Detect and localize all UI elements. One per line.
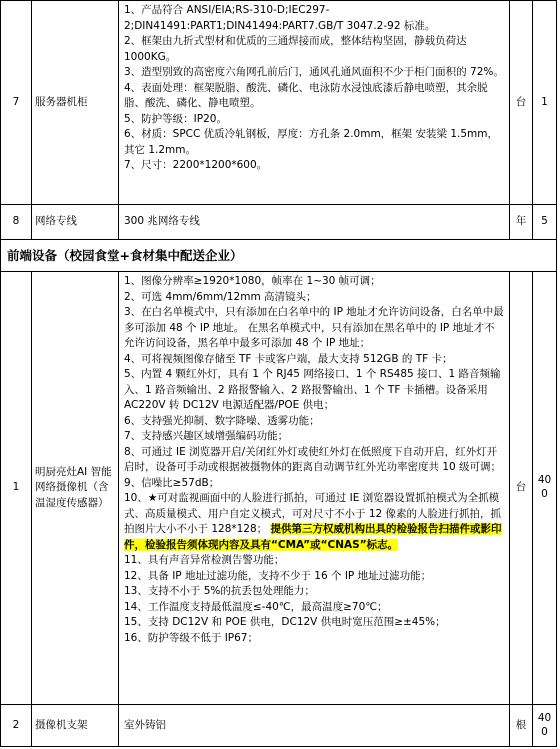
spec-line: 9、信噪比≥57dB； [124, 476, 220, 489]
item-qty: 5 [533, 205, 557, 240]
highlighted-requirement: 提供第三方权威机构出具的检验报告扫描件或影印件，检验报告须体现内容及具有“CMA”或“CNAS”标志。 [124, 523, 502, 551]
item-spec: 室外铸铝 [119, 705, 510, 747]
spec-line: 6、材质：SPCC 优质冷轧钢板，厚度：方孔条 2.0mm，框架 安装梁 1.5mm，其它 1.2mm。 [124, 128, 498, 156]
item-spec [119, 272, 510, 705]
item-name: 网络专线 [32, 205, 119, 240]
item-unit: 台 [510, 272, 533, 705]
item-qty [533, 272, 557, 705]
item-unit: 台 [510, 1, 533, 205]
spec-line: 2、框架由九折式型材和优质的三通焊接而成，整体结构坚固，静载负荷达 1000KG。 [124, 35, 467, 63]
section-title: 前端设备（校园食堂+食材集中配送企业） [1, 240, 557, 272]
item-unit: 根 [510, 705, 533, 747]
item-spec: 300 兆网络专线 [119, 205, 510, 240]
item-qty: 1 [533, 1, 557, 205]
spec-line: 7、尺寸：2200*1200*600。 [124, 159, 268, 171]
qty-value: 400 [537, 711, 552, 738]
spec-line: 3、造型别致的高密度六角网孔前后门，通风孔通风面积不少于柜门面积的 72%。 [124, 66, 504, 78]
item-name: 摄像机支架 [32, 705, 119, 747]
item-spec [119, 1, 510, 205]
item-unit: 年 [510, 205, 533, 240]
spec-line-10 [124, 491, 505, 553]
spec-line: 3、在白名单模式中，只有添加在白名单中的 IP 地址才允许访问设备，白名单中最多可添加 48 个 IP 地址。 在黑名单模式中，只有添加在黑名单中的 IP 地址才不允许访问设备，黑名单中最多可添加 48 个 IP 地址； [124, 306, 504, 349]
spec-line: 12、具备 IP 地址过滤功能，支持不少于 16 个 IP 地址过滤功能； [124, 569, 432, 582]
spec-line: 4、表面处理：框架脱脂、酸洗、磷化、电泳防水浸蚀底漆后静电喷塑，其余脱脂、酸洗、磷化、静电喷塑。 [124, 81, 488, 109]
spec-line: 14、工作温度支持最低温度≤-40℃，最高温度≥70℃； [124, 600, 388, 613]
section-row [1, 240, 557, 272]
spec-line: 5、防护等级：IP20。 [124, 112, 227, 125]
row-index: 1 [1, 272, 32, 705]
spec-line: 4、可将视频图像存储至 TF 卡或客户端，最大支持 512GB 的 TF 卡； [124, 352, 453, 365]
table-row [1, 272, 557, 705]
spec-line: 1、产品符合 ANSI/EIA;RS-310-D;IEC297-2;DIN41491:PART1;DIN41494:PART7.GB/T 3047.2-92 标准。 [124, 4, 436, 32]
qty-value: 400 [537, 474, 552, 501]
row-index: 7 [1, 1, 32, 205]
row-index: 2 [1, 705, 32, 747]
spec-line: 1、图像分辨率≥1920*1080，帧率在 1~30 帧可调； [124, 275, 381, 287]
item-qty [533, 705, 557, 747]
spec-line: 2、可选 4mm/6mm/12mm 高清镜头； [124, 290, 317, 303]
spec-line: 5、内置 4 颗红外灯，具有 1 个 RJ45 网络接口、1 个 RS485 接口、1 路音频输入、1 路音频输出、2 路报警输入、2 路报警输出、1 个 TF 卡插槽。设备采用 AC220V 转 DC12V 电源适配器/POE 供电； [124, 368, 501, 411]
table-row [1, 1, 557, 205]
spec-line: 13、支持不小于 5%的抗丢包处理能力； [124, 585, 315, 597]
spec-line: 11、具有声音异常检测告警功能； [124, 554, 285, 566]
spec-line: 6、支持强光抑制、数字降噪、透雾功能； [124, 414, 320, 427]
table-row [1, 205, 557, 240]
item-name: 服务器机柜 [32, 1, 119, 205]
table-row [1, 705, 557, 747]
spec-line: 15、支持 DC12V 和 POE 供电，DC12V 供电时宽压范围≥±45%； [124, 616, 446, 628]
spec-line: 7、支持感兴趣区域增强编码功能； [124, 430, 289, 442]
item-name: 明厨亮灶AI 智能网络摄像机（含温湿度传感器） [32, 272, 119, 705]
row-index: 8 [1, 205, 32, 240]
spec-line: 8、可通过 IE 浏览器开启/关闭红外灯或使红外灯在低照度下自动开启，红外灯开启时，设备可手动或根据被摄物体的距离自动调节红外光功率密度共 10 级可调； [124, 445, 502, 473]
spec-line: 16、防护等级不低于 IP67； [124, 631, 258, 644]
spec-10-text: 10、★可对监视画面中的人脸进行抓拍，可通过 IE 浏览器设置抓拍模式为全抓模式、高质量模式、用户自定义模式，可对尺寸不小于 12 像素的人脸进行抓拍，抓拍图片大小不小于 128*128； [124, 492, 502, 535]
